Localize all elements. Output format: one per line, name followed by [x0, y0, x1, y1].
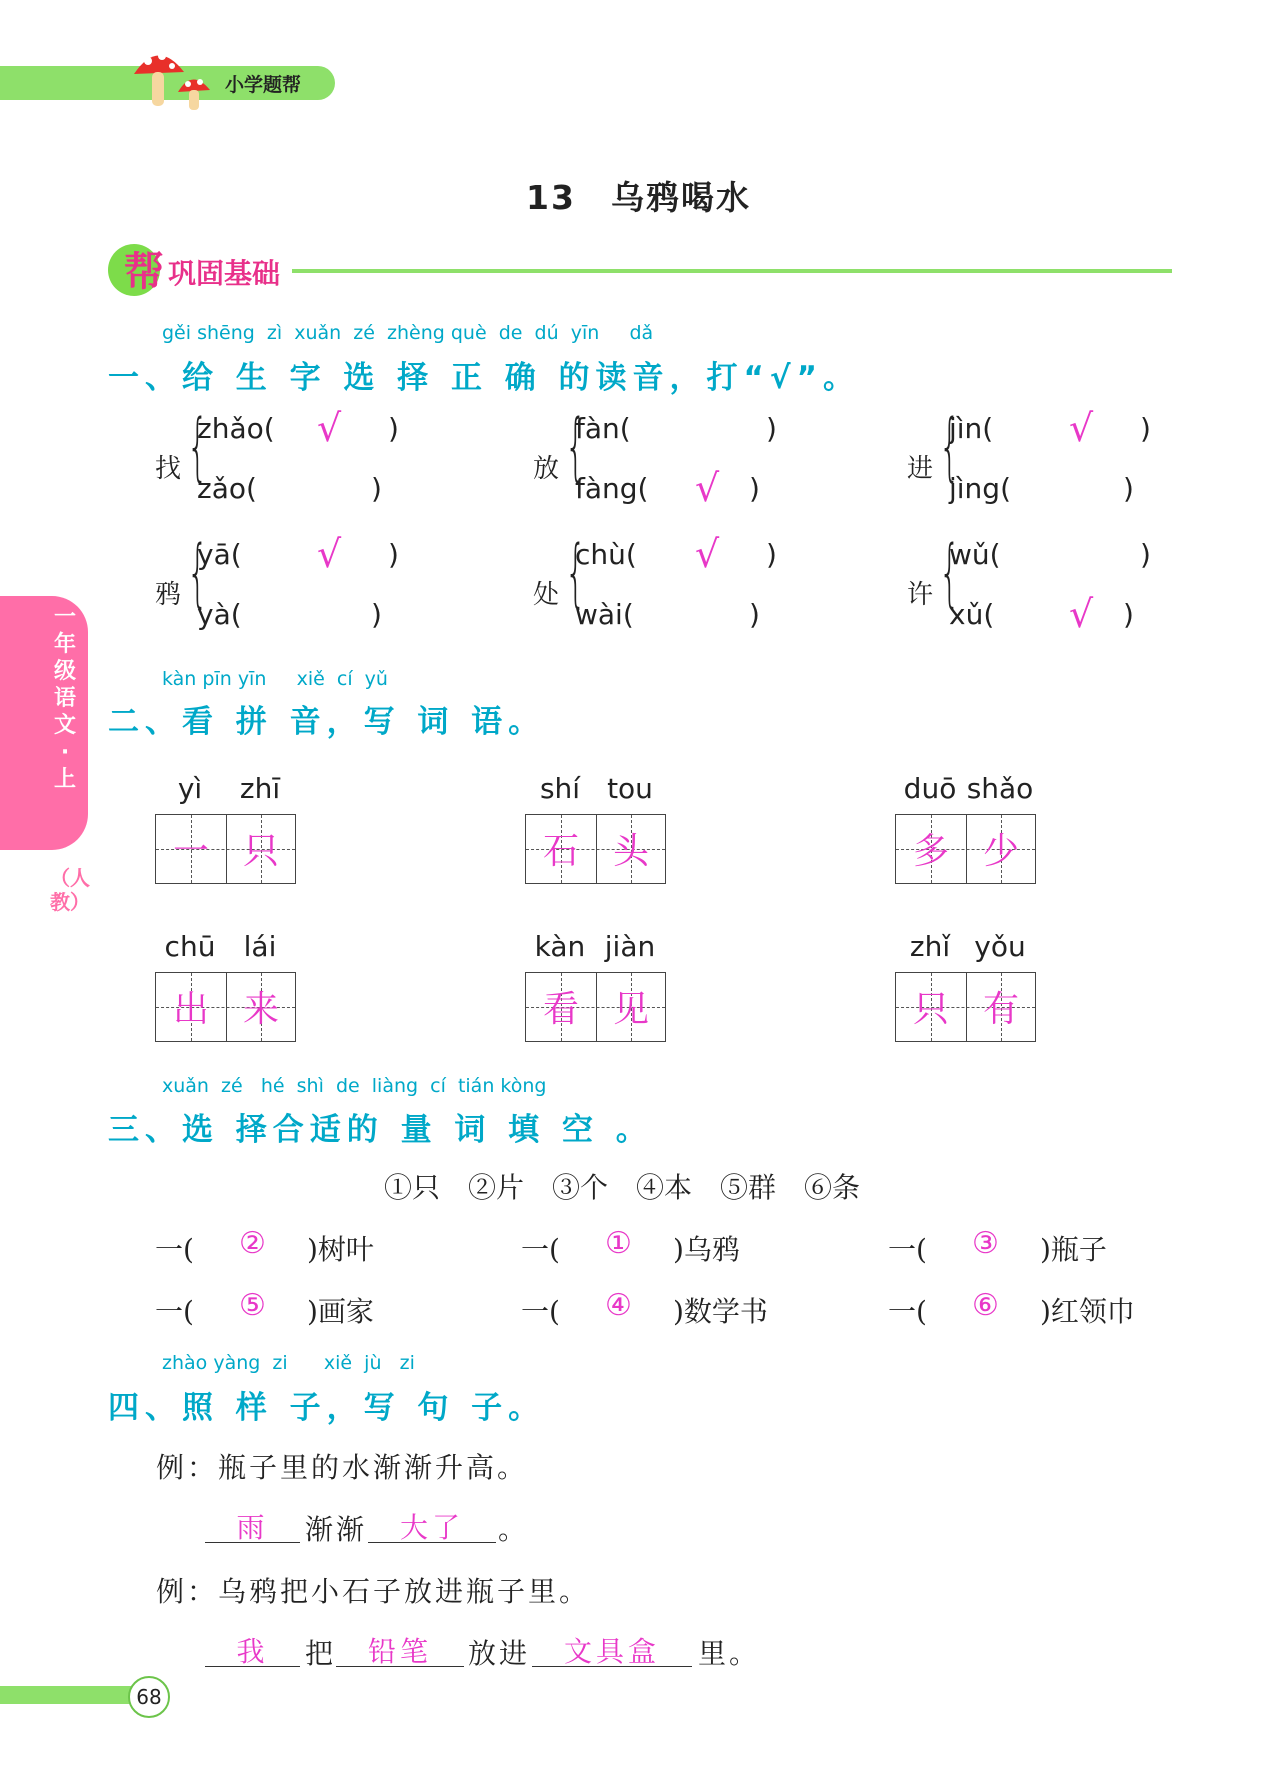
q1-heading: 一、给 生 字 选 择 正 确 的读音，打“√”。	[108, 360, 860, 396]
q2-char-1: 出	[172, 989, 209, 1030]
q1-char: 找	[155, 454, 182, 484]
tianzige-box[interactable]	[155, 972, 296, 1042]
q2-pinyin-2: tou	[607, 772, 653, 805]
check-mark-icon: √	[1069, 592, 1094, 636]
q1-char: 处	[533, 580, 560, 610]
check-mark-icon: √	[317, 532, 342, 576]
q3-answer[interactable]: ②	[239, 1226, 266, 1261]
q2-heading: 二、看 拼 音，写 词 语。	[108, 704, 546, 740]
q2-pinyin-1: zhǐ	[909, 930, 951, 963]
q2-char-1: 石	[542, 831, 579, 872]
tianzige-box[interactable]	[895, 972, 1036, 1042]
q1-option-a-close: )	[766, 412, 777, 445]
check-mark-icon: √	[695, 532, 720, 576]
q1-brace-icon: {	[565, 530, 587, 616]
q3-suffix: )瓶子	[1040, 1233, 1107, 1266]
q2-char-1: 多	[912, 831, 949, 872]
q3-prefix: 一(	[888, 1295, 927, 1328]
q4-answer2-w2: 放进	[468, 1637, 531, 1670]
q1-char: 许	[907, 580, 934, 610]
section-divider	[292, 269, 1172, 273]
q4-answer2-a[interactable]: 我	[205, 1630, 300, 1667]
check-mark-icon: √	[695, 466, 720, 510]
q1-char: 鸦	[155, 580, 182, 610]
tianzige-box[interactable]	[895, 814, 1036, 884]
q3-suffix: )树叶	[307, 1233, 374, 1266]
tianzige-box[interactable]	[155, 814, 296, 884]
q2-pinyin-1: yì	[177, 772, 203, 805]
q2-char-2: 来	[242, 989, 279, 1030]
q3-answer[interactable]: ①	[605, 1226, 632, 1261]
q1-option-b-close: )	[1123, 472, 1134, 505]
q1-option-a-close: )	[1140, 538, 1151, 571]
q1-option-a[interactable]: wǔ(	[949, 538, 1001, 571]
section-badge-label: 巩固基础	[168, 257, 281, 290]
q1-brace-icon: {	[187, 530, 209, 616]
q2-char-2: 少	[982, 831, 1019, 872]
q1-option-a-close: )	[388, 538, 399, 571]
q2-pinyin-1: duō	[903, 772, 957, 805]
q3-prefix: 一(	[888, 1233, 927, 1266]
q4-answer2-end: 里。	[698, 1637, 761, 1670]
q2-char-2: 见	[612, 989, 649, 1030]
q2-pinyin-2: yǒu	[974, 930, 1026, 963]
q1-option-a-close: )	[388, 412, 399, 445]
section-badge-mark: 帮	[124, 248, 164, 295]
q2-char-2: 头	[612, 831, 649, 872]
q4-answer1-a[interactable]: 雨	[205, 1506, 300, 1543]
q1-option-a[interactable]: chù(	[575, 538, 637, 571]
q1-option-a-close: )	[1140, 412, 1151, 445]
q2-char-2: 只	[242, 831, 279, 872]
q2-char-2: 有	[982, 989, 1019, 1030]
q2-pinyin: kàn pīn yīn xiě cí yǔ	[162, 668, 388, 690]
q1-option-a-close: )	[766, 538, 777, 571]
q1-option-b[interactable]: zǎo(	[197, 472, 257, 505]
q1-option-b[interactable]: yà(	[197, 598, 242, 631]
q1-option-b-close: )	[371, 472, 382, 505]
q3-suffix: )数学书	[673, 1295, 768, 1328]
q1-option-a[interactable]: fàn(	[575, 412, 631, 445]
q3-answer[interactable]: ⑤	[239, 1288, 266, 1323]
q3-suffix: )画家	[307, 1295, 374, 1328]
q3-answer[interactable]: ④	[605, 1288, 632, 1323]
q3-options: ①只 ②片 ③个 ④本 ⑤群 ⑥条	[384, 1171, 861, 1204]
q4-answer2-b[interactable]: 铅笔	[336, 1630, 464, 1667]
q1-option-b[interactable]: jìng(	[949, 472, 1012, 505]
q1-option-b-close: )	[749, 598, 760, 631]
q3-prefix: 一(	[155, 1295, 194, 1328]
q2-pinyin-2: zhī	[239, 772, 281, 805]
q2-pinyin-1: kàn	[534, 930, 586, 963]
side-tab-edition: （人教）	[50, 866, 90, 914]
q1-brace-icon: {	[939, 404, 961, 490]
q1-brace-icon: {	[565, 404, 587, 490]
q2-pinyin-1: shí	[539, 772, 581, 805]
q4-answer1-b[interactable]: 大了	[368, 1506, 496, 1543]
q3-heading: 三、选 择合适的 量 词 填 空 。	[108, 1112, 653, 1148]
q4-answer1-end: 。	[498, 1513, 530, 1546]
q4-answer2-w1: 把	[305, 1637, 337, 1670]
q1-char: 进	[907, 454, 934, 484]
tianzige-box[interactable]	[525, 972, 666, 1042]
q4-answer1-mid: 渐渐	[305, 1513, 368, 1546]
q1-option-a[interactable]: zhǎo(	[197, 412, 275, 445]
q1-option-b-close: )	[749, 472, 760, 505]
q2-pinyin-1: chū	[164, 930, 216, 963]
check-mark-icon: √	[317, 406, 342, 450]
q1-brace-icon: {	[187, 404, 209, 490]
q4-example-1: 例：瓶子里的水渐渐升高。	[156, 1451, 529, 1484]
q1-char: 放	[533, 454, 560, 484]
q3-prefix: 一(	[155, 1233, 194, 1266]
q4-pinyin: zhào yàng zi xiě jù zi	[162, 1352, 415, 1374]
q1-option-a[interactable]: jìn(	[949, 412, 994, 445]
q1-brace-icon: {	[939, 530, 961, 616]
side-tab-grade: 一年级语文·上	[53, 605, 76, 792]
q4-heading: 四、照 样 子，写 句 子。	[108, 1390, 546, 1426]
q1-option-b[interactable]: fàng(	[575, 472, 649, 505]
q3-answer[interactable]: ⑥	[972, 1288, 999, 1323]
check-mark-icon: √	[1069, 406, 1094, 450]
page-title: 13 乌鸦喝水	[526, 178, 751, 217]
q3-prefix: 一(	[521, 1295, 560, 1328]
q4-example-2: 例：乌鸦把小石子放进瓶子里。	[156, 1575, 591, 1608]
q2-char-1: 只	[912, 989, 949, 1030]
q3-answer[interactable]: ③	[972, 1226, 999, 1261]
tianzige-box[interactable]	[525, 814, 666, 884]
q2-char-1: 一	[172, 831, 209, 872]
page-number: 68	[128, 1676, 170, 1718]
q3-suffix: )红领巾	[1040, 1295, 1135, 1328]
q1-option-b[interactable]: xǔ(	[949, 598, 995, 631]
mushroom-logo-icon	[128, 44, 224, 114]
q2-pinyin-2: jiàn	[604, 930, 656, 963]
q1-option-b-close: )	[1123, 598, 1134, 631]
q1-option-a[interactable]: yā(	[197, 538, 242, 571]
q2-pinyin-2: lái	[243, 930, 277, 963]
q2-char-1: 看	[542, 989, 579, 1030]
q2-pinyin-2: shǎo	[966, 772, 1034, 805]
q3-pinyin: xuǎn zé hé shì de liàng cí tián kòng	[162, 1075, 547, 1097]
brand-label: 小学题帮	[225, 74, 302, 96]
q1-option-b-close: )	[371, 598, 382, 631]
q3-suffix: )乌鸦	[673, 1233, 740, 1266]
q4-answer2-c[interactable]: 文具盒	[532, 1630, 692, 1667]
q3-prefix: 一(	[521, 1233, 560, 1266]
q1-option-b[interactable]: wài(	[575, 598, 634, 631]
q1-pinyin: gěi shēng zì xuǎn zé zhèng què de dú yīn dǎ	[162, 322, 654, 344]
